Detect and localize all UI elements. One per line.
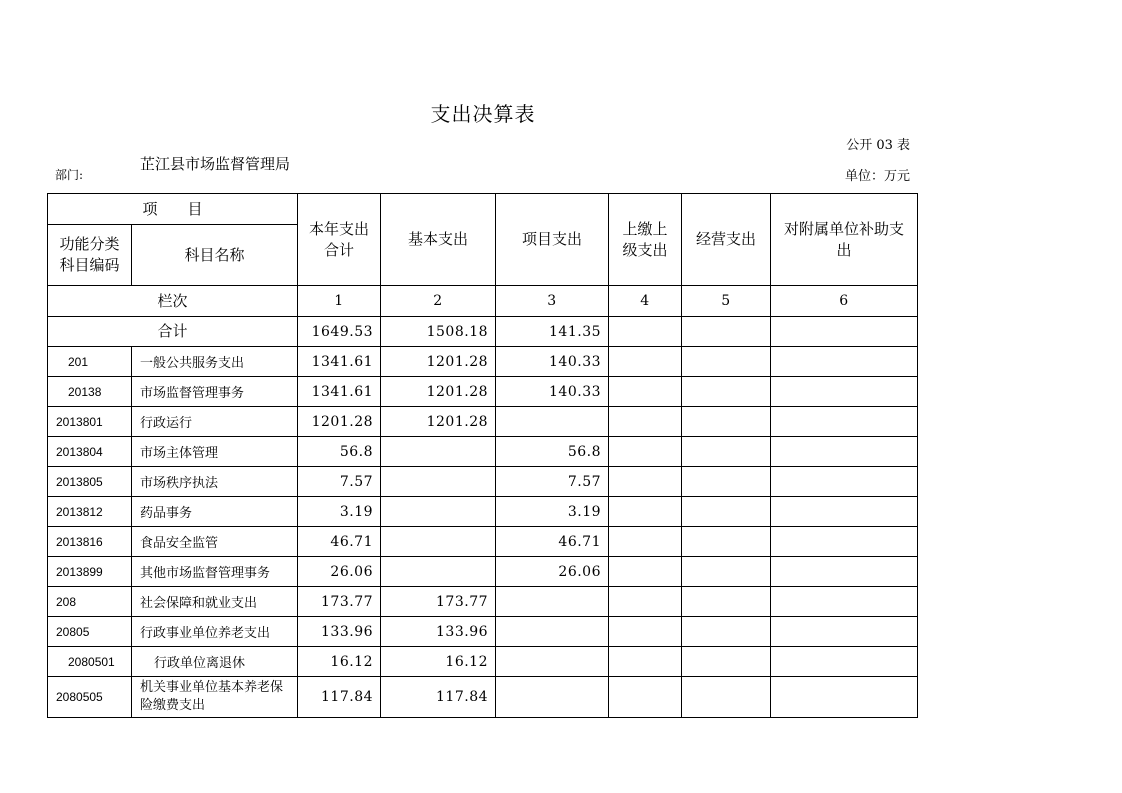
amount-cell: 117.84	[381, 677, 496, 718]
function-code-cell: 208	[48, 587, 132, 617]
amount-cell	[496, 587, 609, 617]
total-value	[771, 317, 918, 347]
total-value	[609, 317, 682, 347]
department-name: 芷江县市场监督管理局	[140, 155, 291, 173]
amount-cell	[682, 467, 771, 497]
subject-name-cell: 其他市场监督管理事务	[132, 557, 298, 587]
table-row	[48, 497, 918, 527]
amount-cell	[771, 347, 918, 377]
subject-name-cell: 药品事务	[132, 497, 298, 527]
header-remit: 上缴上级支出	[609, 194, 682, 286]
amount-cell: 140.33	[496, 347, 609, 377]
amount-cell	[682, 437, 771, 467]
amount-cell	[496, 617, 609, 647]
unit-label: 单位：万元	[844, 169, 910, 184]
column-index: 2	[381, 286, 496, 317]
amount-cell: 46.71	[298, 527, 381, 557]
amount-cell	[682, 647, 771, 677]
amount-cell	[609, 497, 682, 527]
table-row	[48, 437, 918, 467]
page-title: 支出决算表	[430, 102, 536, 126]
amount-cell: 173.77	[381, 587, 496, 617]
department-label: 部门:	[55, 168, 84, 182]
function-code-cell: 201	[48, 347, 132, 377]
amount-cell: 117.84	[298, 677, 381, 718]
amount-cell	[609, 347, 682, 377]
table-row	[48, 347, 918, 377]
expenditure-table	[47, 193, 918, 718]
table-row	[48, 467, 918, 497]
subject-name-cell: 市场主体管理	[132, 437, 298, 467]
amount-cell	[609, 557, 682, 587]
amount-cell	[771, 587, 918, 617]
amount-cell	[381, 497, 496, 527]
total-value	[682, 317, 771, 347]
function-code-cell: 20805	[48, 617, 132, 647]
amount-cell: 1341.61	[298, 377, 381, 407]
header-basic: 基本支出	[381, 194, 496, 286]
subject-name-cell: 行政事业单位养老支出	[132, 617, 298, 647]
amount-cell	[771, 617, 918, 647]
subject-name-cell: 行政单位离退休	[132, 647, 298, 677]
function-code-cell: 2080501	[48, 647, 132, 677]
amount-cell: 16.12	[298, 647, 381, 677]
amount-cell	[609, 587, 682, 617]
total-row	[48, 317, 918, 347]
amount-cell: 56.8	[496, 437, 609, 467]
amount-cell	[609, 527, 682, 557]
amount-cell	[771, 677, 918, 718]
header-subject-name: 科目名称	[132, 225, 298, 286]
amount-cell	[496, 677, 609, 718]
amount-cell	[381, 467, 496, 497]
table-row	[48, 677, 918, 718]
amount-cell	[682, 497, 771, 527]
subject-name-cell: 市场监督管理事务	[132, 377, 298, 407]
subject-name-cell: 行政运行	[132, 407, 298, 437]
function-code-cell: 2013805	[48, 467, 132, 497]
amount-cell	[496, 647, 609, 677]
amount-cell: 133.96	[381, 617, 496, 647]
table-row	[48, 407, 918, 437]
amount-cell	[771, 377, 918, 407]
amount-cell	[682, 617, 771, 647]
function-code-cell: 2013801	[48, 407, 132, 437]
subject-name-cell: 食品安全监管	[132, 527, 298, 557]
amount-cell	[771, 497, 918, 527]
amount-cell	[609, 437, 682, 467]
amount-cell	[682, 347, 771, 377]
amount-cell	[609, 377, 682, 407]
column-index: 4	[609, 286, 682, 317]
amount-cell	[771, 437, 918, 467]
amount-cell: 26.06	[496, 557, 609, 587]
column-index: 3	[496, 286, 609, 317]
subject-name-cell: 机关事业单位基本养老保险缴费支出	[132, 677, 298, 718]
amount-cell	[771, 407, 918, 437]
amount-cell: 56.8	[298, 437, 381, 467]
function-code-cell: 2080505	[48, 677, 132, 718]
function-code-cell: 2013804	[48, 437, 132, 467]
column-index: 5	[682, 286, 771, 317]
header-project: 项目支出	[496, 194, 609, 286]
amount-cell	[771, 527, 918, 557]
column-index: 1	[298, 286, 381, 317]
total-value: 141.35	[496, 317, 609, 347]
amount-cell	[771, 467, 918, 497]
amount-cell	[609, 647, 682, 677]
table-row	[48, 617, 918, 647]
total-value: 1508.18	[381, 317, 496, 347]
amount-cell: 1201.28	[381, 377, 496, 407]
amount-cell: 7.57	[496, 467, 609, 497]
subject-name-cell: 一般公共服务支出	[132, 347, 298, 377]
subject-name-cell: 市场秩序执法	[132, 467, 298, 497]
header-operating: 经营支出	[682, 194, 771, 286]
amount-cell	[771, 557, 918, 587]
subject-name-cell: 社会保障和就业支出	[132, 587, 298, 617]
table-row	[48, 527, 918, 557]
amount-cell	[771, 647, 918, 677]
amount-cell: 1201.28	[298, 407, 381, 437]
function-code-cell: 2013899	[48, 557, 132, 587]
column-index-label: 栏次	[48, 286, 298, 317]
amount-cell: 1341.61	[298, 347, 381, 377]
function-code-cell: 2013816	[48, 527, 132, 557]
amount-cell	[609, 467, 682, 497]
table-row	[48, 647, 918, 677]
amount-cell	[682, 377, 771, 407]
amount-cell	[496, 407, 609, 437]
header-subsidy: 对附属单位补助支出	[771, 194, 918, 286]
amount-cell	[609, 677, 682, 718]
amount-cell	[381, 557, 496, 587]
amount-cell: 1201.28	[381, 347, 496, 377]
amount-cell	[381, 527, 496, 557]
amount-cell: 173.77	[298, 587, 381, 617]
function-code-cell: 20138	[48, 377, 132, 407]
amount-cell	[609, 617, 682, 647]
amount-cell	[682, 527, 771, 557]
header-total: 本年支出合计	[298, 194, 381, 286]
amount-cell	[682, 677, 771, 718]
amount-cell: 140.33	[496, 377, 609, 407]
amount-cell: 16.12	[381, 647, 496, 677]
table-row	[48, 377, 918, 407]
function-code-cell: 2013812	[48, 497, 132, 527]
amount-cell: 3.19	[298, 497, 381, 527]
amount-cell	[682, 407, 771, 437]
header-item: 项 目	[48, 194, 298, 225]
form-number: 公开 03 表	[846, 138, 910, 153]
amount-cell: 3.19	[496, 497, 609, 527]
table-row	[48, 557, 918, 587]
total-value: 1649.53	[298, 317, 381, 347]
amount-cell	[682, 587, 771, 617]
column-index: 6	[771, 286, 918, 317]
amount-cell: 26.06	[298, 557, 381, 587]
amount-cell: 1201.28	[381, 407, 496, 437]
amount-cell	[682, 557, 771, 587]
amount-cell: 7.57	[298, 467, 381, 497]
total-label: 合计	[48, 317, 298, 347]
amount-cell: 133.96	[298, 617, 381, 647]
header-func-code: 功能分类科目编码	[48, 225, 132, 286]
table-row	[48, 587, 918, 617]
amount-cell	[609, 407, 682, 437]
amount-cell: 46.71	[496, 527, 609, 557]
amount-cell	[381, 437, 496, 467]
